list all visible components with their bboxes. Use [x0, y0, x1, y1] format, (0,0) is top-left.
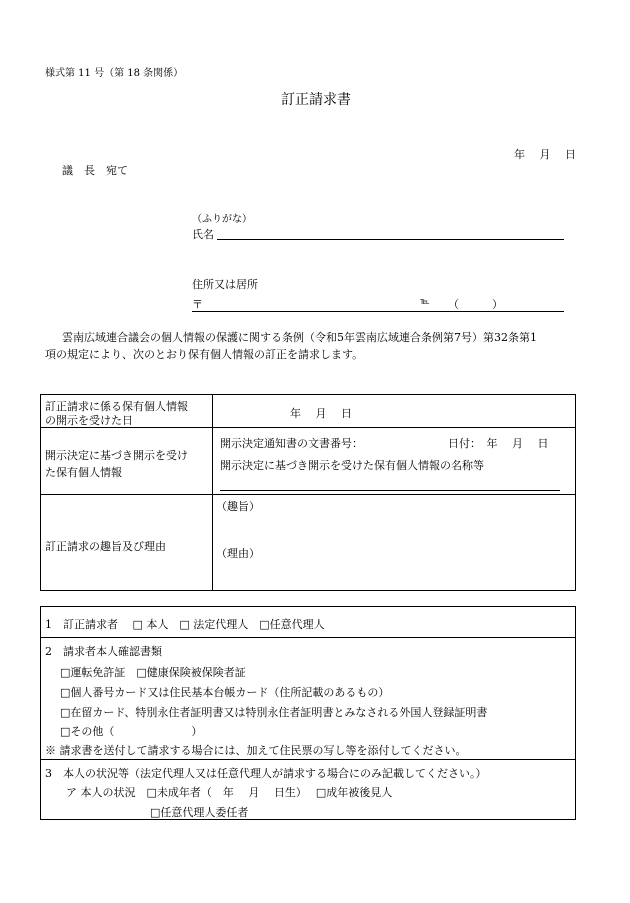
purpose-label: （趣旨）	[216, 500, 260, 513]
requester-table-row-line-2	[40, 759, 576, 760]
principal-status-title: 3 本人の状況等（法定代理人又は任意代理人が請求する場合にのみ記載してください。）	[45, 767, 487, 780]
disclosed-info-label-1: 開示決定に基づき開示を受け	[45, 449, 188, 462]
id-docs-note: ※ 請求書を送付して請求する場合には、加えて住民票の写し等を添付してください。	[45, 744, 467, 757]
body-line-2: 項の規定により、次のとおり保有個人情報の訂正を請求します。	[45, 348, 364, 361]
body-line-1: 雲南広域連合議会の個人情報の保護に関する条例（令和5年雲南広域連合条例第7号）第32条第1	[62, 331, 537, 344]
principal-status-line-1: ア 本人の状況 □未成年者（ 年 月 日生） □成年被後見人	[66, 786, 393, 799]
disclosure-date-label-2: の開示を受けた日	[45, 414, 133, 427]
purpose-reason-label: 訂正請求の趣旨及び理由	[45, 540, 166, 553]
name-underline	[217, 239, 564, 240]
request-table-divider	[212, 394, 213, 591]
address-underline	[192, 311, 564, 312]
principal-status-line-2: □任意代理人委任者	[150, 806, 249, 819]
postal-mark: 〒	[192, 298, 203, 311]
id-docs-title: 2 請求者本人確認書類	[45, 645, 162, 658]
id-docs-option-4: □その他（ ）	[60, 725, 203, 738]
date-line: 年 月 日	[514, 148, 576, 161]
name-label: 氏名	[192, 228, 214, 241]
page-title: 訂正請求書	[281, 92, 351, 108]
addressee: 議 長 宛て	[62, 164, 128, 177]
id-docs-option-3: □在留カード、特別永住者証明書又は特別永住者証明書とみなされる外国人登録証明書	[60, 706, 488, 719]
disclosed-info-label-2: た保有個人情報	[45, 466, 122, 479]
address-label: 住所又は居所	[192, 278, 258, 291]
furigana-label: （ふりがな）	[192, 214, 252, 225]
id-docs-option-2: □個人番号カード又は住民基本台帳カード（住所記載のあるもの）	[60, 686, 390, 699]
form-number: 様式第 11 号（第 18 条関係）	[45, 68, 184, 79]
notice-doc-number-label: 開示決定通知書の文書番号：	[220, 437, 363, 450]
reason-label: （理由）	[216, 547, 260, 560]
disclosure-date-label-1: 訂正請求に係る保有個人情報	[45, 400, 188, 413]
disclosed-info-name-label: 開示決定に基づき開示を受けた保有個人情報の名称等	[220, 459, 484, 472]
request-table-row-line-2	[40, 494, 576, 495]
id-docs-option-1: □運転免許証 □健康保険被保険者証	[60, 666, 246, 679]
requester-type: 1 訂正請求者 □ 本人 □ 法定代理人 □任意代理人	[45, 618, 325, 631]
disclosed-info-underline	[220, 490, 560, 491]
disclosure-date-value: 年 月 日	[290, 407, 352, 420]
tel-paren: （ ）	[448, 298, 503, 311]
tel-mark: ℡	[420, 297, 430, 307]
notice-date-label: 日付： 年 月 日	[448, 437, 549, 450]
requester-table-row-line-1	[40, 637, 576, 638]
